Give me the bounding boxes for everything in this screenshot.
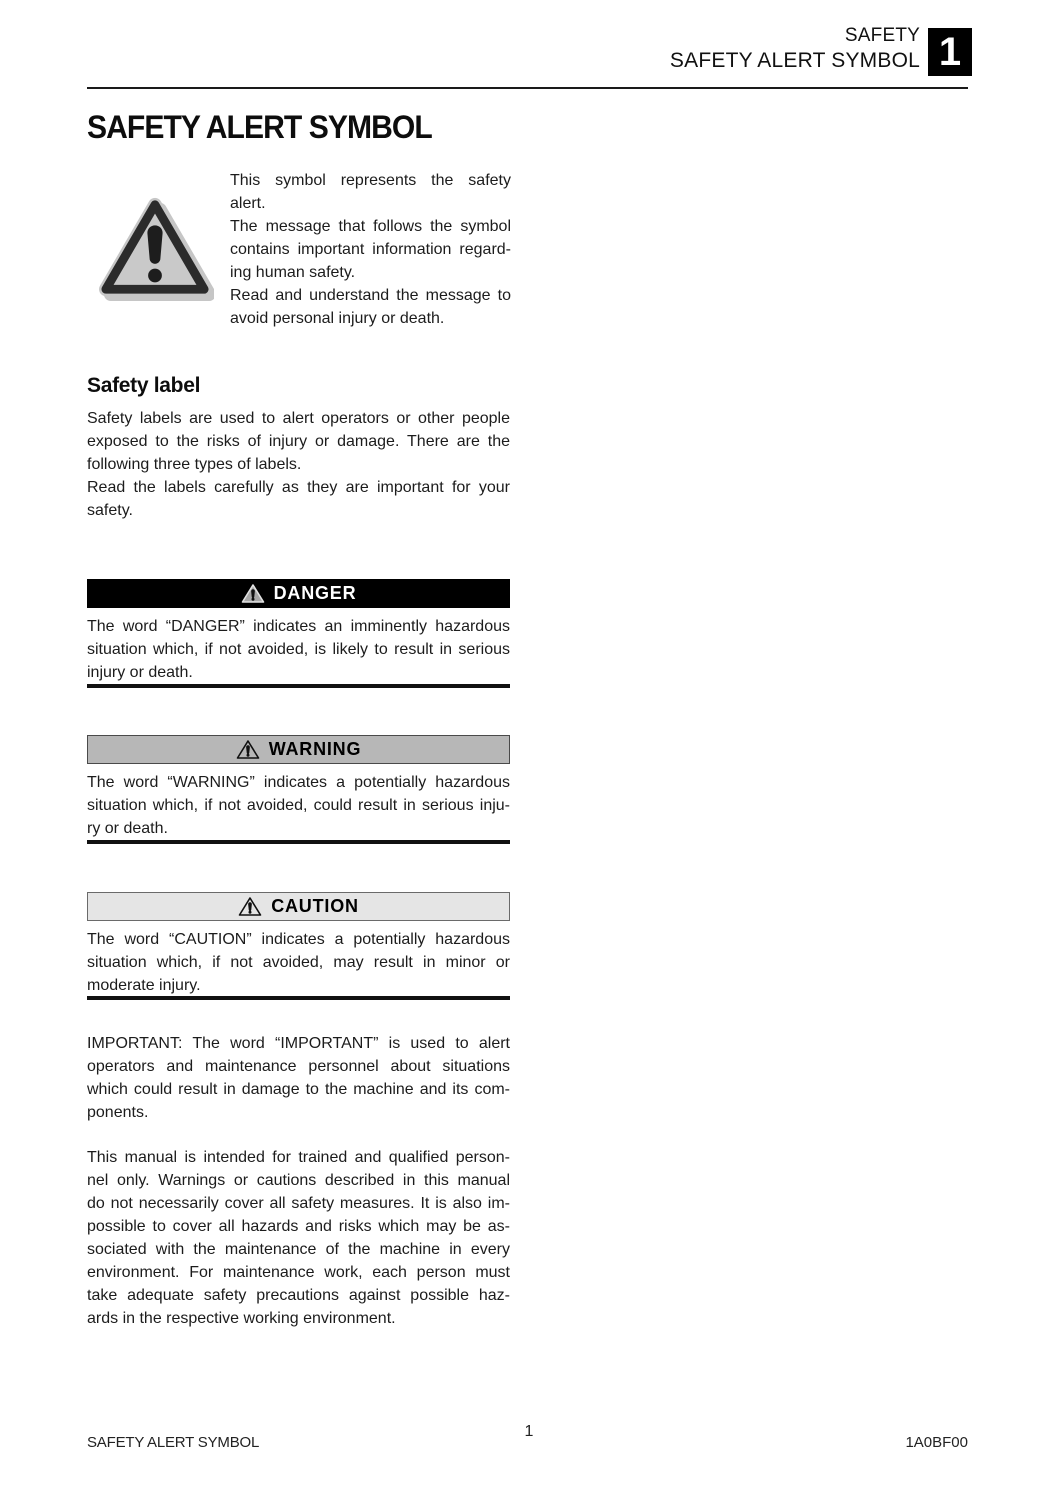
footer-document-code: 1A0BF00: [905, 1434, 968, 1451]
caution-description: The word “CAUTION” indicates a potentially hazardous situation which, if not avoided, may result in minor or moderate injury.: [87, 931, 510, 994]
header-section-label: SAFETY: [844, 25, 920, 46]
header-chapter-title: SAFETY ALERT SYMBOL: [669, 49, 920, 72]
intro-text: [230, 169, 511, 330]
intro-paragraph: Read and understand the message to avoid personal injury or death.: [230, 287, 511, 327]
warning-triangle-icon: [96, 193, 214, 303]
page-header: [670, 24, 920, 74]
warning-triangle-icon: [236, 739, 260, 760]
intro-paragraph: This symbol represents the safety alert.: [230, 172, 511, 212]
important-note: IMPORTANT: The word “IMPORTANT” is used to alert operators and maintenance personnel about situations which could result in damage to the machine and its com- ponents.: [87, 1035, 510, 1121]
chapter-number-badge: 1: [928, 28, 972, 76]
danger-description: The word “DANGER” indicates an imminently hazardous situation which, if not avoided, is likely to result in serious injury or death.: [87, 618, 510, 681]
intro-paragraph: The message that follows the symbol contains important information regard- ing human safety.: [230, 218, 511, 281]
warning-header-bar: [87, 735, 510, 764]
caution-divider: [87, 996, 510, 1000]
closing-paragraph: This manual is intended for trained and qualified person- nel only. Warnings or cautions described in this manual do not necessarily cover all safety measures. It is also im- possible to cover all hazards and risks which may be as- sociated with the maintenance of the machine in every environment. For maintenance work, each person must take adequate safety precautions against possible haz- ards in the respective working environment.: [87, 1149, 510, 1327]
safety-label-paragraph: Safety labels are used to alert operators or other people exposed to the risks of injury or damage. There are the following three types of labels.: [87, 410, 510, 473]
danger-header-bar: [87, 579, 510, 608]
danger-label: DANGER: [273, 583, 357, 603]
caution-label: CAUTION: [271, 896, 359, 916]
safety-label-text: [87, 407, 510, 522]
danger-divider: [87, 684, 510, 688]
page-title: SAFETY ALERT SYMBOL: [87, 109, 432, 145]
warning-label: WARNING: [268, 739, 362, 759]
safety-label-paragraph: Read the labels carefully as they are important for your safety.: [87, 479, 510, 519]
warning-triangle-icon: [238, 896, 262, 917]
header-divider: [87, 87, 968, 89]
warning-triangle-icon: [241, 583, 265, 604]
section-heading-safety-label: Safety label: [87, 374, 201, 397]
footer-page-number: 1: [524, 1423, 534, 1440]
warning-description: The word “WARNING” indicates a potentially hazardous situation which, if not avoided, could result in serious inju- ry or death.: [87, 774, 510, 837]
footer-section-title: SAFETY ALERT SYMBOL: [87, 1434, 260, 1451]
caution-header-bar: [87, 892, 510, 921]
warning-divider: [87, 840, 510, 844]
